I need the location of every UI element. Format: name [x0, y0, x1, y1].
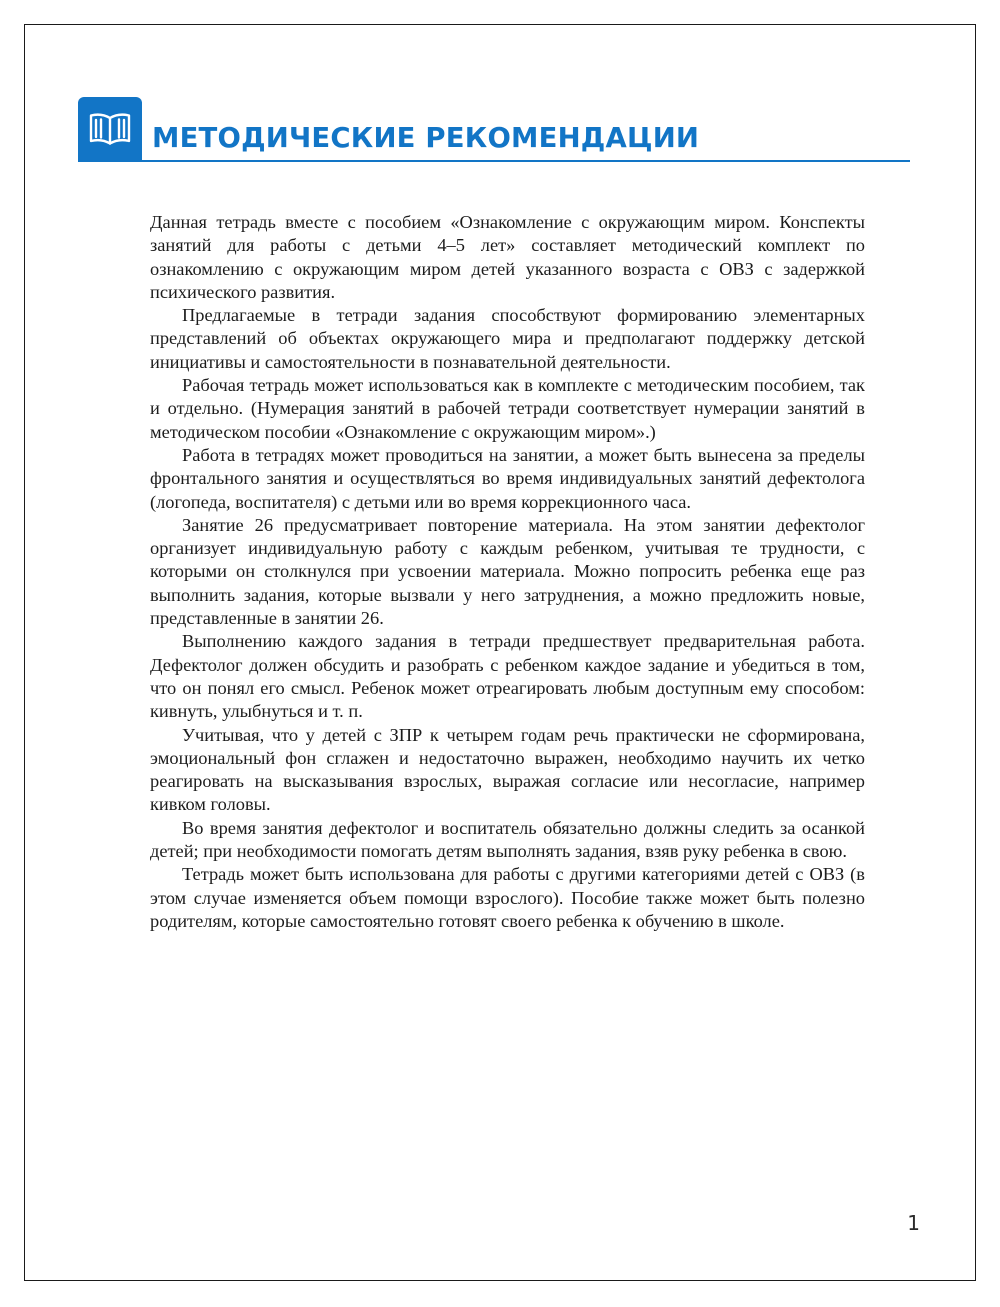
paragraph: Работа в тетрадях может проводиться на занятии, а может быть вынесена за пределы фронтального занятия и осуществляться во время индивидуальных занятий дефектолога (логопеда, воспитателя) с детьми или во время коррекционного часа. [150, 444, 865, 512]
paragraph: Учитывая, что у детей с ЗПР к четырем годам речь практически не сформирована, эмоциональный фон сглажен и недостаточно выражен, необходимо научить их четко реагировать на высказывания взрослых, выражая согласие или несогласие, например кивком головы. [150, 724, 865, 815]
header-divider [78, 160, 910, 162]
paragraph: Тетрадь может быть использована для работы с другими категориями детей с ОВЗ (в этом случае изменяется объем помощи взрослого). Пособие также может быть полезно родителям, которые самостоятельно готовят своего ребенка к обучению в школе. [150, 864, 865, 931]
paragraph: Выполнению каждого задания в тетради предшествует предварительная работа. Дефектолог должен обсудить и разобрать с ребенком каждое задание и убедиться в том, что он понял его смысл. Ребенок может отреагировать любым доступным ему способом: кивнуть, улыбнуться и т. п. [150, 631, 865, 722]
open-book-icon [87, 109, 133, 149]
page-number: 1 [907, 1211, 920, 1235]
paragraph: Занятие 26 предусматривает повторение материала. На этом занятии дефектолог организует индивидуальную работу с каждым ребенком, учитывая те трудности, с которыми он столкнулся при усвоении материала. Можно попросить ребенка еще раз выполнить задания, которые вызвали у него затруднения, а можно предложить новые, представленные в занятии 26. [150, 514, 865, 629]
paragraph: Данная тетрадь вместе с пособием «Ознакомление с окружающим миром. Конспекты занятий для работы с детьми 4–5 лет» составляет методический комплект по ознакомлению с окружающим миром детей указанного возраста с ОВЗ с задержкой психического развития. [150, 212, 865, 302]
page-title: МЕТОДИЧЕСКИЕ РЕКОМЕНДАЦИИ [152, 122, 700, 154]
paragraph: Во время занятия дефектолог и воспитатель обязательно должны следить за осанкой детей; при необходимости помогать детям выполнять задания, взяв руку ребенка в свою. [150, 817, 865, 862]
header-icon-box [78, 97, 142, 161]
paragraph: Предлагаемые в тетради задания способствуют формированию элементарных представлений об объектах окружающего мира и предполагают поддержку детской инициативы и самостоятельности в познавательной деятельности. [150, 305, 865, 372]
body-text [150, 211, 865, 933]
paragraph: Рабочая тетрадь может использоваться как в комплекте с методическим пособием, так и отдельно. (Нумерация занятий в рабочей тетради соответствует нумерации занятий в методическом пособии «Ознакомление с окружающим миром».) [150, 375, 865, 442]
